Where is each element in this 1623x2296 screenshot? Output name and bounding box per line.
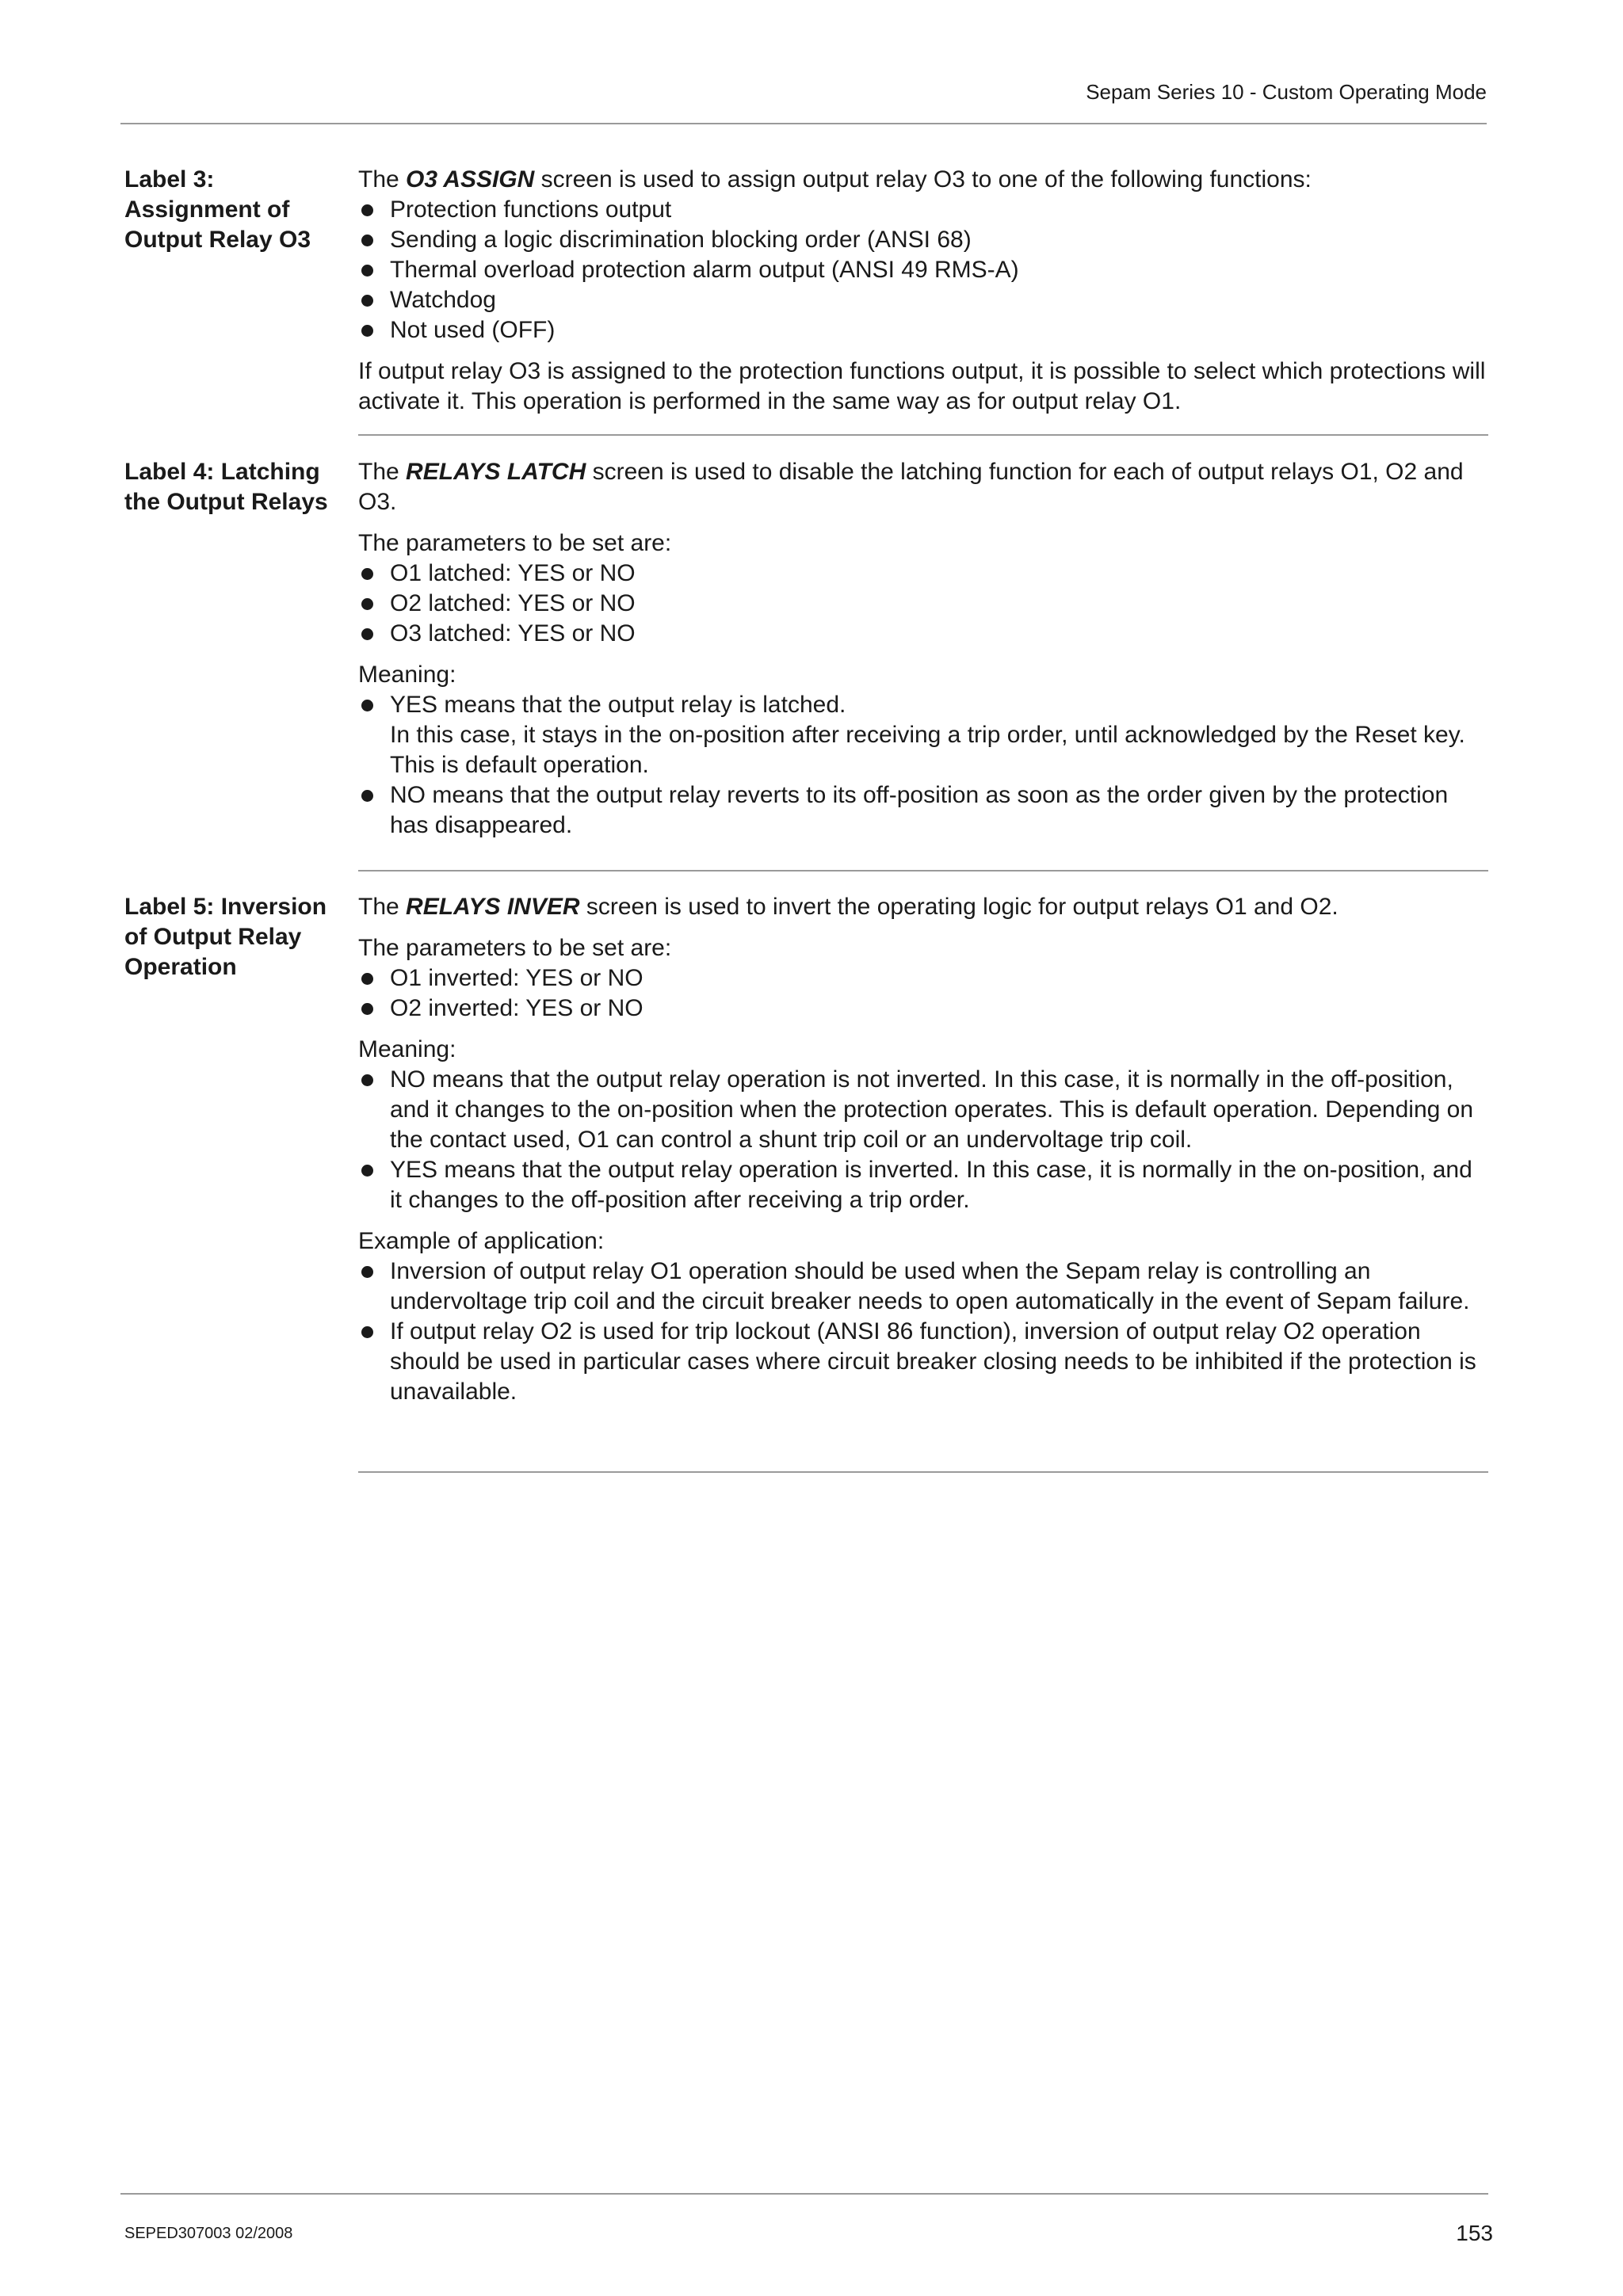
list-item: YES means that the output relay is latched. In this case, it stays in the on-position after receiving a trip order, until acknowledged by the Reset key. This is default operation. — [358, 690, 1487, 780]
intro-paragraph: The O3 ASSIGN screen is used to assign output relay O3 to one of the following functions: — [358, 166, 1312, 193]
example-heading: Example of application: — [358, 1228, 605, 1254]
bullet-icon — [361, 1326, 373, 1338]
meaning-list — [358, 1065, 1487, 1215]
list-item: Not used (OFF) — [358, 315, 1487, 345]
meaning-heading: Meaning: — [358, 1036, 456, 1062]
screen-name: RELAYS LATCH — [406, 459, 586, 485]
list-item: NO means that the output relay reverts to its off-position as soon as the order given by the protection has disappeared. — [358, 780, 1487, 841]
bullet-icon — [361, 1266, 373, 1278]
bullet-icon — [361, 235, 373, 246]
list-item: NO means that the output relay operation is not inverted. In this case, it is normally in the off-position, and it changes to the on-position when the protection operates. This is default operation. Depending on the contact used, O1 can control a shunt trip coil or an undervoltage trip coil. — [358, 1065, 1487, 1155]
list-item: O1 inverted: YES or NO — [358, 963, 1487, 994]
list-item: Protection functions output — [358, 195, 1487, 225]
function-list — [358, 195, 1487, 345]
meaning-heading: Meaning: — [358, 662, 456, 688]
list-item: O3 latched: YES or NO — [358, 619, 1487, 649]
section-divider — [358, 1471, 1488, 1473]
example-list — [358, 1257, 1487, 1407]
list-item: If output relay O2 is used for trip lockout (ANSI 86 function), inversion of output relay O2 operation should be used in particular cases where circuit breaker closing needs to be inhibited if the protection is unavailable. — [358, 1317, 1487, 1407]
bullet-icon — [361, 973, 373, 985]
bullet-icon — [361, 1074, 373, 1086]
list-item: YES means that the output relay operation is inverted. In this case, it is normally in the on-position, and it changes to the off-position after receiving a trip order. — [358, 1155, 1487, 1215]
screen-name: O3 ASSIGN — [406, 166, 535, 193]
section-divider — [358, 870, 1488, 871]
list-item: Sending a logic discrimination blocking order (ANSI 68) — [358, 225, 1487, 255]
body-paragraph: If output relay O3 is assigned to the protection functions output, it is possible to select which protections will activate it. This operation is performed in the same way as for output relay O1. — [358, 358, 1486, 414]
section-body — [358, 892, 1487, 1418]
header-rule — [120, 123, 1487, 124]
bullet-icon — [361, 700, 373, 711]
header-title: Sepam Series 10 - Custom Operating Mode — [1086, 80, 1487, 104]
screen-name: RELAYS INVER — [406, 894, 580, 920]
bullet-icon — [361, 1003, 373, 1015]
intro-paragraph: The RELAYS INVER screen is used to invert the operating logic for output relays O1 and O2. — [358, 894, 1338, 920]
bullet-icon — [361, 568, 373, 580]
section-label: Label 5: Inversion of Output Relay Operation — [124, 894, 327, 980]
bullet-icon — [361, 1165, 373, 1177]
bullet-icon — [361, 204, 373, 216]
params-list — [358, 559, 1487, 649]
bullet-icon — [361, 598, 373, 610]
section-label: Label 4: Latching the Output Relays — [124, 459, 328, 515]
section-body — [358, 457, 1487, 852]
list-item: O2 inverted: YES or NO — [358, 994, 1487, 1024]
params-heading: The parameters to be set are: — [358, 935, 672, 961]
bullet-icon — [361, 265, 373, 277]
params-list — [358, 963, 1487, 1024]
page-number: 153 — [1456, 2221, 1493, 2245]
list-item: Thermal overload protection alarm output (ANSI 49 RMS-A) — [358, 255, 1487, 285]
params-heading: The parameters to be set are: — [358, 530, 672, 556]
footer-rule — [120, 2193, 1488, 2195]
intro-paragraph: The RELAYS LATCH screen is used to disable the latching function for each of output relays O1, O2 and O3. — [358, 459, 1464, 515]
section-divider — [358, 434, 1488, 436]
list-item: O2 latched: YES or NO — [358, 589, 1487, 619]
bullet-icon — [361, 790, 373, 802]
meaning-note: In this case, it stays in the on-position after receiving a trip order, until acknowledged by the Reset key. This is default operation. — [390, 722, 1465, 778]
bullet-icon — [361, 628, 373, 640]
section-label: Label 3: Assignment of Output Relay O3 — [124, 166, 311, 253]
bullet-icon — [361, 325, 373, 337]
list-item: Watchdog — [358, 285, 1487, 315]
document-reference: SEPED307003 02/2008 — [124, 2225, 293, 2242]
list-item: O1 latched: YES or NO — [358, 559, 1487, 589]
section-body — [358, 165, 1487, 428]
list-item: Inversion of output relay O1 operation should be used when the Sepam relay is controlling an undervoltage trip coil and the circuit breaker needs to open automatically in the event of Sepam failure. — [358, 1257, 1487, 1317]
meaning-list — [358, 690, 1487, 841]
bullet-icon — [361, 295, 373, 307]
